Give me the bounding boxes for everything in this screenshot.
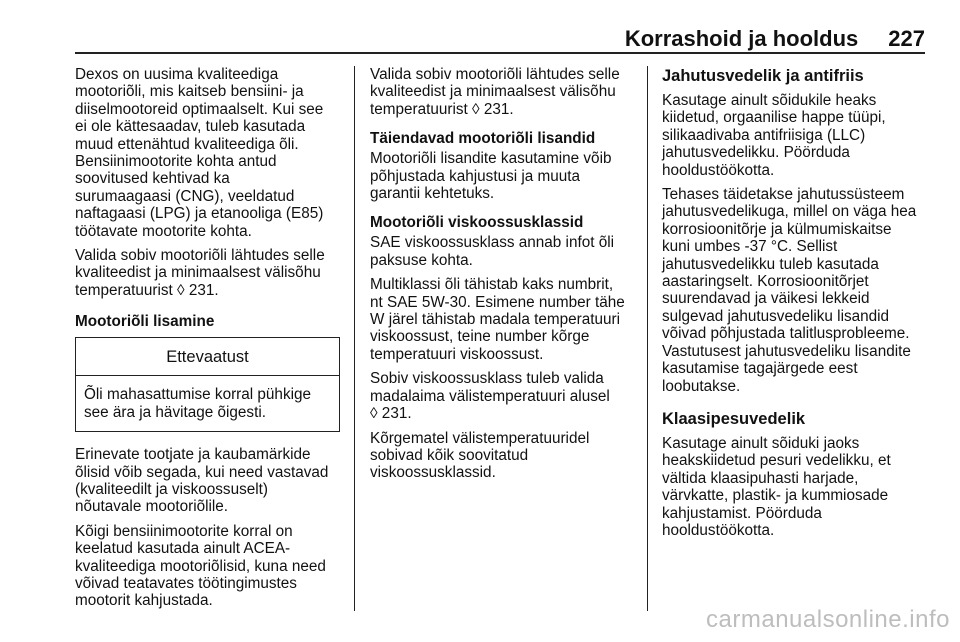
column-divider-2 — [647, 66, 648, 611]
column-divider-1 — [354, 66, 355, 611]
paragraph-dexos: Dexos on uusima kvaliteediga mootoriõli, mis kaitseb bensiini- ja diiselmootoreid optimaalselt. Kui see ei ole kättesaadav, tuleb kasutada muud ettenähtud kvaliteediga õli. Bensiinimootorite kohta antud soovitused kehtivad ka surumaagaasi (CNG), veeldatud naftagaasi (LPG) ja etanooliga (E85) töötavate mootorite kohta. — [75, 66, 324, 240]
column-left — [75, 66, 340, 617]
page-number: 227 — [888, 26, 925, 51]
header-rule — [75, 52, 925, 54]
heading-coolant: Jahutusvedelik ja antifriis — [662, 67, 864, 85]
paragraph-select-viscosity: Sobiv viskoossusklass tuleb valida madalaima välistemperatuuri alusel ◊ 231. — [370, 370, 610, 423]
paragraph-coolant-factory: Tehases täidetakse jahutussüsteem jahutusvedelikuga, millel on väga hea korrosioonitõrje ja külmumiskaitse kuni umbes -37 °C. Sellist jahutusvedelikku tuleb kasutada aastaringselt. Korrosioonitõrjet suurendavad ja väikesi lekkeid sulgevad jahutusvedeliku lisandid võivad põhjustada talitlusprobleeme. Vastutusest jahutusvedeliku lisandite kasutamise tagajärgede eest loobutakse. — [662, 186, 917, 395]
paragraph-sae: SAE viskoossusklass annab infot õli paksuse kohta. — [370, 234, 615, 269]
paragraph-mixing: Erinevate tootjate ja kaubamärkide õlisid võib segada, kui need vastavad (kvaliteedilt ja viskoossuselt) nõutavale mootoriõlile. — [75, 446, 329, 516]
paragraph-coolant-type: Kasutage ainult sõidukile heaks kiidetud, orgaanilise happe tüüpi, silikaadivaba antifriisiga (LLC) jahutusvedelikku. Pöörduda hooldustöökotta. — [662, 92, 886, 179]
paragraph-high-temp: Kõrgematel välistemperatuuridel sobivad kõik soovitatud viskoossusklassid. — [370, 429, 590, 482]
heading-viscosity: Mootoriõli viskoossusklassid — [370, 214, 584, 232]
column-right — [662, 66, 927, 546]
page-title: Korrashoid ja hooldus — [624, 26, 859, 51]
page-header — [75, 26, 925, 52]
heading-washer-fluid: Klaasipesuvedelik — [662, 409, 806, 428]
paragraph-select-oil: Valida sobiv mootoriõli lähtudes selle kvaliteedist ja minimaalsest välisõhu temperatuurist ◊ 231. — [75, 247, 325, 299]
caution-body: Õli mahasattumise korral pühkige see ära ja hävitage õigesti. — [84, 386, 312, 421]
caution-box — [75, 337, 340, 432]
heading-additives: Täiendavad mootoriõli lisandid — [370, 130, 596, 148]
paragraph-multigrade: Multiklassi õli tähistab kaks numbrit, nt SAE 5W-30. Esimene number tähe W järel tähistab madala temperatuuri viskoossust, teine number kõrge temperatuuri viskoossust. — [370, 276, 625, 363]
paragraph-washer-fluid: Kasutage ainult sõiduki jaoks heakskiidetud pesuri vedelikku, et vältida klaasipuhasti harjade, värvkatte, plastik- ja kummiosade kahjustamist. Pöörduda hooldustöökotta. — [662, 434, 891, 539]
paragraph-acea: Kõigi bensiinimootorite korral on keelatud kasutada ainult ACEA- kvaliteediga mootoriõlisid, kuna need võivad teatavates töötingimustes mootorit kahjustada. — [75, 522, 326, 610]
paragraph-additives: Mootoriõli lisandite kasutamine võib põhjustada kahjustusi ja muuta garantii kehtetuks. — [370, 150, 612, 203]
column-middle — [370, 66, 635, 489]
watermark: carmanualsonline.info — [706, 606, 950, 633]
heading-topping-up: Mootoriõli lisamine — [75, 313, 215, 331]
caution-title: Ettevaatust — [76, 338, 339, 376]
paragraph-select-oil-2: Valida sobiv mootoriõli lähtudes selle kvaliteedist ja minimaalsest välisõhu temperatuurist ◊ 231. — [370, 66, 620, 118]
